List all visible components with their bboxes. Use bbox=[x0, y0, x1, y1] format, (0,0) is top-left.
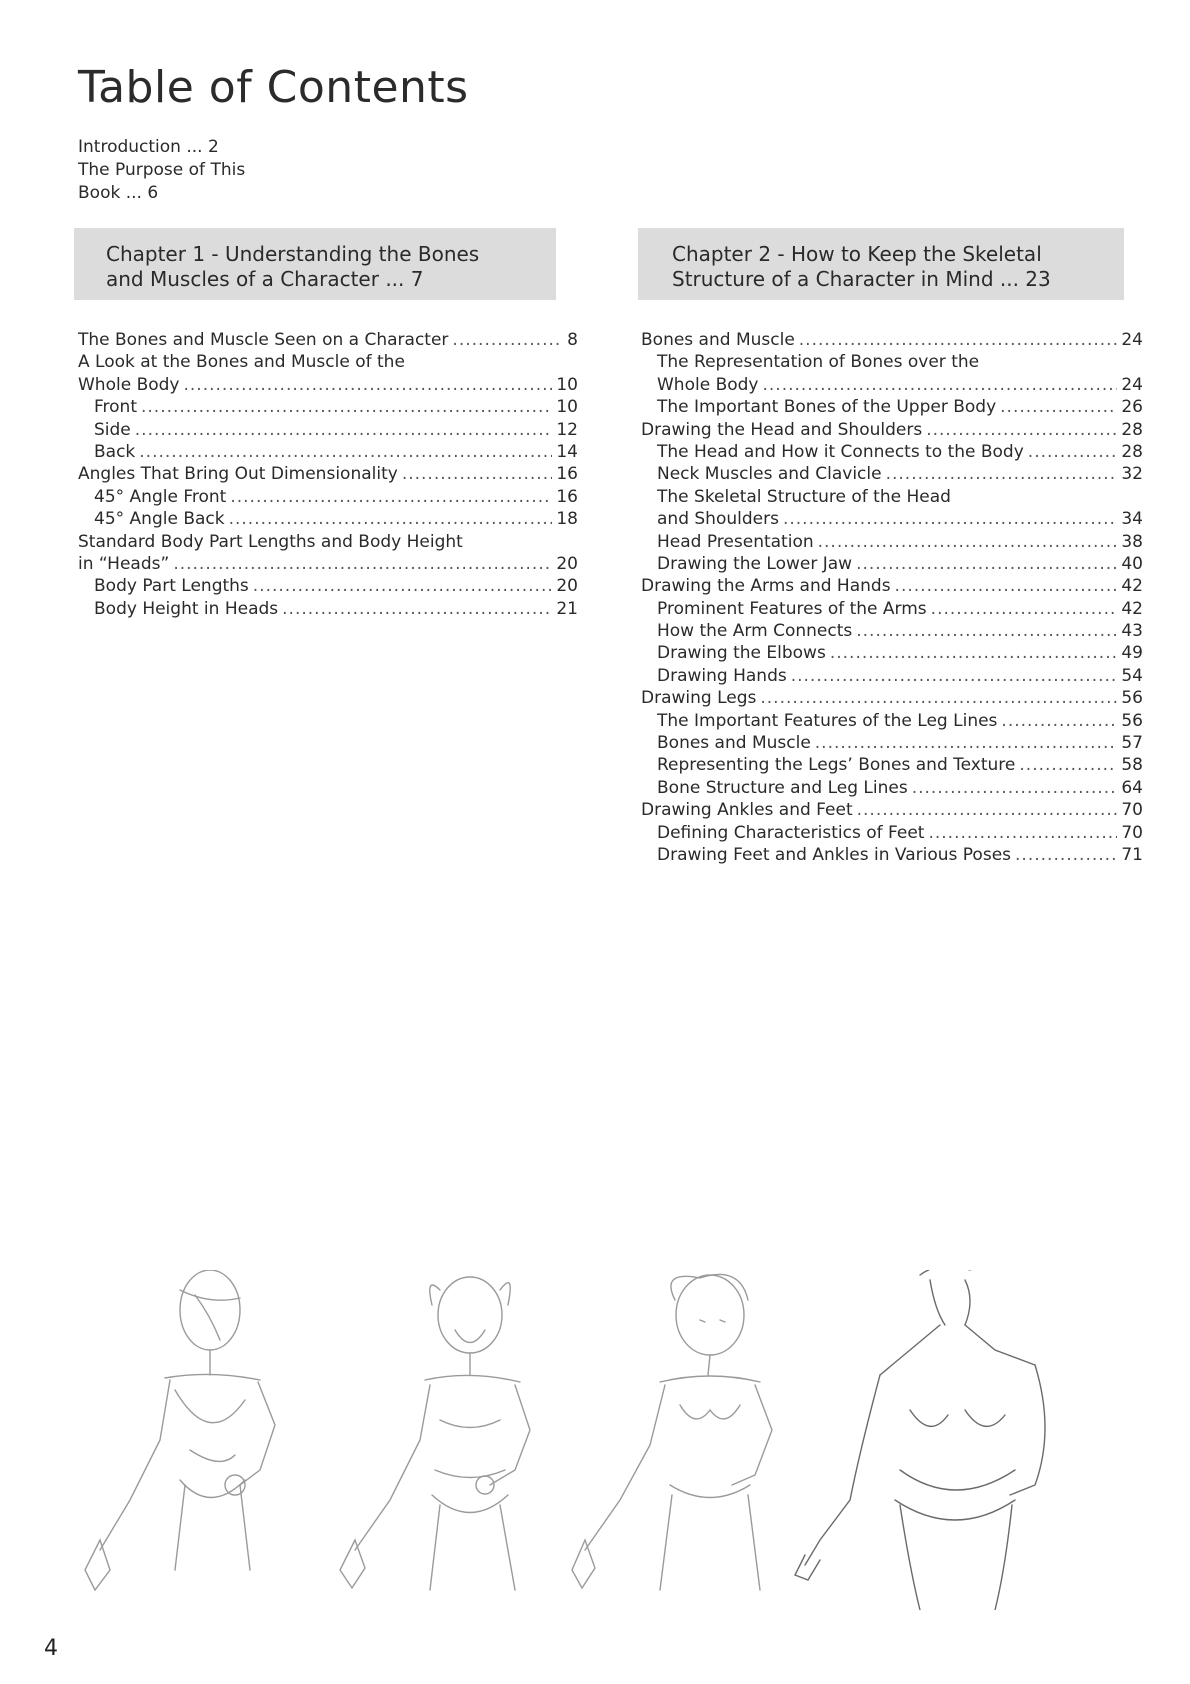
toc-leader-dots bbox=[135, 419, 553, 441]
toc-entry-page: 8 bbox=[567, 330, 578, 350]
chapter-1-heading-line: and Muscles of a Character ... 7 bbox=[106, 267, 424, 291]
toc-entry-page: 12 bbox=[556, 419, 578, 440]
toc-entry[interactable] bbox=[641, 642, 1143, 664]
toc-entry[interactable] bbox=[641, 419, 1143, 441]
toc-entry[interactable] bbox=[78, 486, 578, 508]
toc-leader-dots bbox=[452, 329, 563, 351]
toc-entry[interactable] bbox=[641, 441, 1143, 463]
toc-entry-title: Defining Characteristics of Feet bbox=[657, 822, 925, 843]
toc-entry-page: 42 bbox=[1121, 598, 1143, 619]
toc-leader-dots bbox=[931, 598, 1118, 620]
intro-entry[interactable]: Book ... 6 bbox=[78, 183, 159, 203]
toc-entry-title: Drawing the Elbows bbox=[657, 643, 826, 664]
toc-leader-dots bbox=[253, 575, 553, 597]
toc-entry-page: 26 bbox=[1121, 397, 1143, 418]
toc-leader-dots bbox=[402, 463, 553, 485]
toc-entry-page: 38 bbox=[1121, 531, 1143, 552]
toc-entry-title: Back bbox=[94, 441, 136, 462]
toc-entry-page: 16 bbox=[556, 486, 578, 507]
toc-entry-title: Drawing the Lower Jaw bbox=[657, 553, 853, 574]
page-title: Table of Contents bbox=[78, 62, 469, 113]
toc-leader-dots bbox=[856, 620, 1117, 642]
toc-entry[interactable] bbox=[641, 687, 1143, 709]
toc-entry[interactable] bbox=[78, 396, 578, 418]
toc-entry-title: Representing the Legs’ Bones and Texture bbox=[657, 755, 1016, 776]
chapter-2-heading-box[interactable] bbox=[638, 228, 1124, 300]
toc-entry-page: 64 bbox=[1121, 777, 1143, 798]
toc-entry-page: 28 bbox=[1121, 419, 1143, 440]
toc-leader-dots bbox=[815, 732, 1118, 754]
chapter-2-heading-line: Structure of a Character in Mind ... 23 bbox=[672, 267, 1051, 291]
intro-entry[interactable]: Introduction ... 2 bbox=[78, 137, 219, 157]
toc-entry-page: 43 bbox=[1121, 621, 1143, 642]
toc-leader-dots bbox=[230, 486, 552, 508]
toc-entry-page: 24 bbox=[1121, 374, 1143, 395]
toc-entry[interactable] bbox=[78, 531, 578, 553]
toc-entry[interactable] bbox=[641, 844, 1143, 866]
toc-entry[interactable] bbox=[641, 822, 1143, 844]
toc-entry-title: in “Heads” bbox=[78, 553, 170, 574]
toc-leader-dots bbox=[1001, 710, 1117, 732]
toc-entry-title: A Look at the Bones and Muscle of the bbox=[78, 352, 405, 373]
toc-entry-page: 16 bbox=[556, 464, 578, 485]
toc-entry-title: 45° Angle Back bbox=[94, 509, 225, 530]
toc-entry-page: 28 bbox=[1121, 441, 1143, 462]
toc-entry-page: 20 bbox=[556, 576, 578, 597]
toc-entry-page: 58 bbox=[1121, 755, 1143, 776]
toc-entry[interactable] bbox=[641, 665, 1143, 687]
toc-entry-page: 70 bbox=[1121, 800, 1143, 821]
toc-entry-title: Body Part Lengths bbox=[94, 576, 249, 597]
toc-entry-page: 24 bbox=[1121, 330, 1143, 350]
toc-entry-page: 40 bbox=[1121, 553, 1143, 574]
toc-leader-dots bbox=[857, 799, 1118, 821]
toc-leader-dots bbox=[141, 396, 552, 418]
toc-entry-page: 71 bbox=[1121, 844, 1143, 865]
toc-entry-title: Neck Muscles and Clavicle bbox=[657, 464, 882, 485]
toc-entry[interactable] bbox=[78, 329, 578, 351]
toc-entry[interactable] bbox=[78, 441, 578, 463]
toc-entry-title: Drawing Legs bbox=[641, 688, 757, 709]
toc-entry-page: 10 bbox=[556, 374, 578, 395]
toc-entry[interactable] bbox=[78, 351, 578, 373]
chapter-1-toc-list bbox=[78, 329, 578, 620]
sketch-figure-4 bbox=[795, 1270, 1045, 1610]
toc-entry[interactable] bbox=[78, 374, 578, 396]
toc-entry[interactable] bbox=[641, 351, 1143, 373]
chapter-2-toc-list bbox=[641, 329, 1143, 866]
toc-entry[interactable] bbox=[641, 732, 1143, 754]
toc-entry-title: Drawing Hands bbox=[657, 665, 787, 686]
toc-entry[interactable] bbox=[641, 598, 1143, 620]
toc-entry-title: Front bbox=[94, 397, 137, 418]
toc-entry[interactable] bbox=[641, 754, 1143, 776]
toc-entry[interactable] bbox=[641, 799, 1143, 821]
toc-leader-dots bbox=[184, 374, 553, 396]
toc-entry-title: Whole Body bbox=[78, 374, 180, 395]
toc-entry-title: How the Arm Connects bbox=[657, 621, 853, 642]
toc-entry-title: Whole Body bbox=[657, 374, 759, 395]
toc-entry-title: Bones and Muscle bbox=[657, 733, 811, 754]
toc-leader-dots bbox=[1028, 441, 1118, 463]
page-number: 4 bbox=[44, 1636, 58, 1661]
figure-sketch-progression-icon bbox=[60, 1270, 1150, 1610]
toc-leader-dots bbox=[928, 822, 1117, 844]
toc-entry-title: Standard Body Part Lengths and Body Height bbox=[78, 531, 463, 552]
toc-entry[interactable] bbox=[641, 777, 1143, 799]
toc-leader-dots bbox=[1015, 844, 1117, 866]
toc-entry-title: Prominent Features of the Arms bbox=[657, 598, 927, 619]
toc-entry-page: 34 bbox=[1121, 509, 1143, 530]
toc-entry-page: 42 bbox=[1121, 576, 1143, 597]
toc-entry-title: Drawing Feet and Ankles in Various Poses bbox=[657, 844, 1012, 865]
toc-leader-dots bbox=[173, 553, 552, 575]
toc-entry[interactable] bbox=[641, 508, 1143, 530]
toc-entry[interactable] bbox=[78, 508, 578, 530]
toc-leader-dots bbox=[895, 575, 1118, 597]
toc-entry[interactable] bbox=[641, 710, 1143, 732]
intro-entry[interactable]: The Purpose of This bbox=[78, 160, 246, 180]
toc-leader-dots bbox=[912, 777, 1118, 799]
chapter-2-heading-line: Chapter 2 - How to Keep the Skeletal bbox=[672, 242, 1042, 266]
sketch-figure-1 bbox=[85, 1270, 275, 1590]
toc-entry-title: and Shoulders bbox=[657, 509, 779, 530]
toc-entry[interactable] bbox=[641, 463, 1143, 485]
toc-leader-dots bbox=[799, 329, 1118, 351]
toc-entry-title: Body Height in Heads bbox=[94, 598, 279, 619]
toc-entry-title: The Bones and Muscle Seen on a Character bbox=[78, 330, 449, 350]
toc-leader-dots bbox=[763, 374, 1118, 396]
toc-leader-dots bbox=[760, 687, 1117, 709]
toc-leader-dots bbox=[783, 508, 1117, 530]
toc-leader-dots bbox=[818, 531, 1118, 553]
toc-entry[interactable] bbox=[78, 553, 578, 575]
toc-entry-title: The Representation of Bones over the bbox=[657, 352, 980, 373]
toc-leader-dots bbox=[886, 463, 1118, 485]
toc-entry-page: 56 bbox=[1121, 710, 1143, 731]
toc-entry[interactable] bbox=[641, 396, 1143, 418]
toc-entry-title: Drawing Ankles and Feet bbox=[641, 800, 853, 821]
toc-leader-dots bbox=[282, 598, 552, 620]
toc-entry-page: 54 bbox=[1121, 665, 1143, 686]
toc-entry[interactable] bbox=[78, 598, 578, 620]
chapter-1-heading-box[interactable] bbox=[74, 228, 556, 300]
toc-entry[interactable] bbox=[641, 553, 1143, 575]
toc-entry[interactable] bbox=[78, 463, 578, 485]
toc-entry-title: Side bbox=[94, 419, 131, 440]
toc-entry-title: The Important Bones of the Upper Body bbox=[657, 397, 997, 418]
toc-leader-dots bbox=[791, 665, 1118, 687]
toc-entry[interactable] bbox=[641, 329, 1143, 351]
toc-entry-page: 32 bbox=[1121, 464, 1143, 485]
toc-entry-page: 14 bbox=[556, 441, 578, 462]
toc-entry[interactable] bbox=[641, 620, 1143, 642]
intro-list bbox=[78, 136, 338, 205]
toc-entry[interactable] bbox=[641, 531, 1143, 553]
toc-entry-title: Head Presentation bbox=[657, 531, 814, 552]
toc-entry[interactable] bbox=[78, 575, 578, 597]
toc-entry-page: 18 bbox=[556, 509, 578, 530]
toc-leader-dots bbox=[1019, 754, 1117, 776]
toc-leader-dots bbox=[1000, 396, 1117, 418]
toc-entry-title: Drawing the Head and Shoulders bbox=[641, 419, 923, 440]
toc-entry-title: Drawing the Arms and Hands bbox=[641, 576, 891, 597]
toc-entry-page: 56 bbox=[1121, 688, 1143, 709]
toc-entry-title: The Skeletal Structure of the Head bbox=[657, 486, 951, 507]
toc-entry-page: 21 bbox=[556, 598, 578, 619]
sketch-figure-2 bbox=[340, 1277, 530, 1590]
toc-entry-title: Angles That Bring Out Dimensionality bbox=[78, 464, 398, 485]
chapter-1-heading-line: Chapter 1 - Understanding the Bones bbox=[106, 242, 480, 266]
toc-entry[interactable] bbox=[641, 374, 1143, 396]
toc-entry[interactable] bbox=[641, 486, 1143, 508]
toc-entry-page: 57 bbox=[1121, 733, 1143, 754]
toc-entry-title: Bones and Muscle bbox=[641, 330, 795, 350]
sketch-figure-3 bbox=[572, 1274, 772, 1590]
toc-entry-title: The Important Features of the Leg Lines bbox=[657, 710, 998, 731]
toc-entry[interactable] bbox=[641, 575, 1143, 597]
toc-entry[interactable] bbox=[78, 419, 578, 441]
toc-entry-title: 45° Angle Front bbox=[94, 486, 227, 507]
toc-leader-dots bbox=[926, 419, 1117, 441]
toc-entry-title: Bone Structure and Leg Lines bbox=[657, 777, 908, 798]
toc-leader-dots bbox=[830, 642, 1118, 664]
toc-leader-dots bbox=[229, 508, 553, 530]
toc-entry-page: 20 bbox=[556, 553, 578, 574]
toc-entry-page: 10 bbox=[556, 397, 578, 418]
toc-leader-dots bbox=[856, 553, 1117, 575]
toc-leader-dots bbox=[139, 441, 552, 463]
toc-entry-page: 70 bbox=[1121, 822, 1143, 843]
toc-entry-page: 49 bbox=[1121, 643, 1143, 664]
toc-entry-title: The Head and How it Connects to the Body bbox=[657, 441, 1024, 462]
